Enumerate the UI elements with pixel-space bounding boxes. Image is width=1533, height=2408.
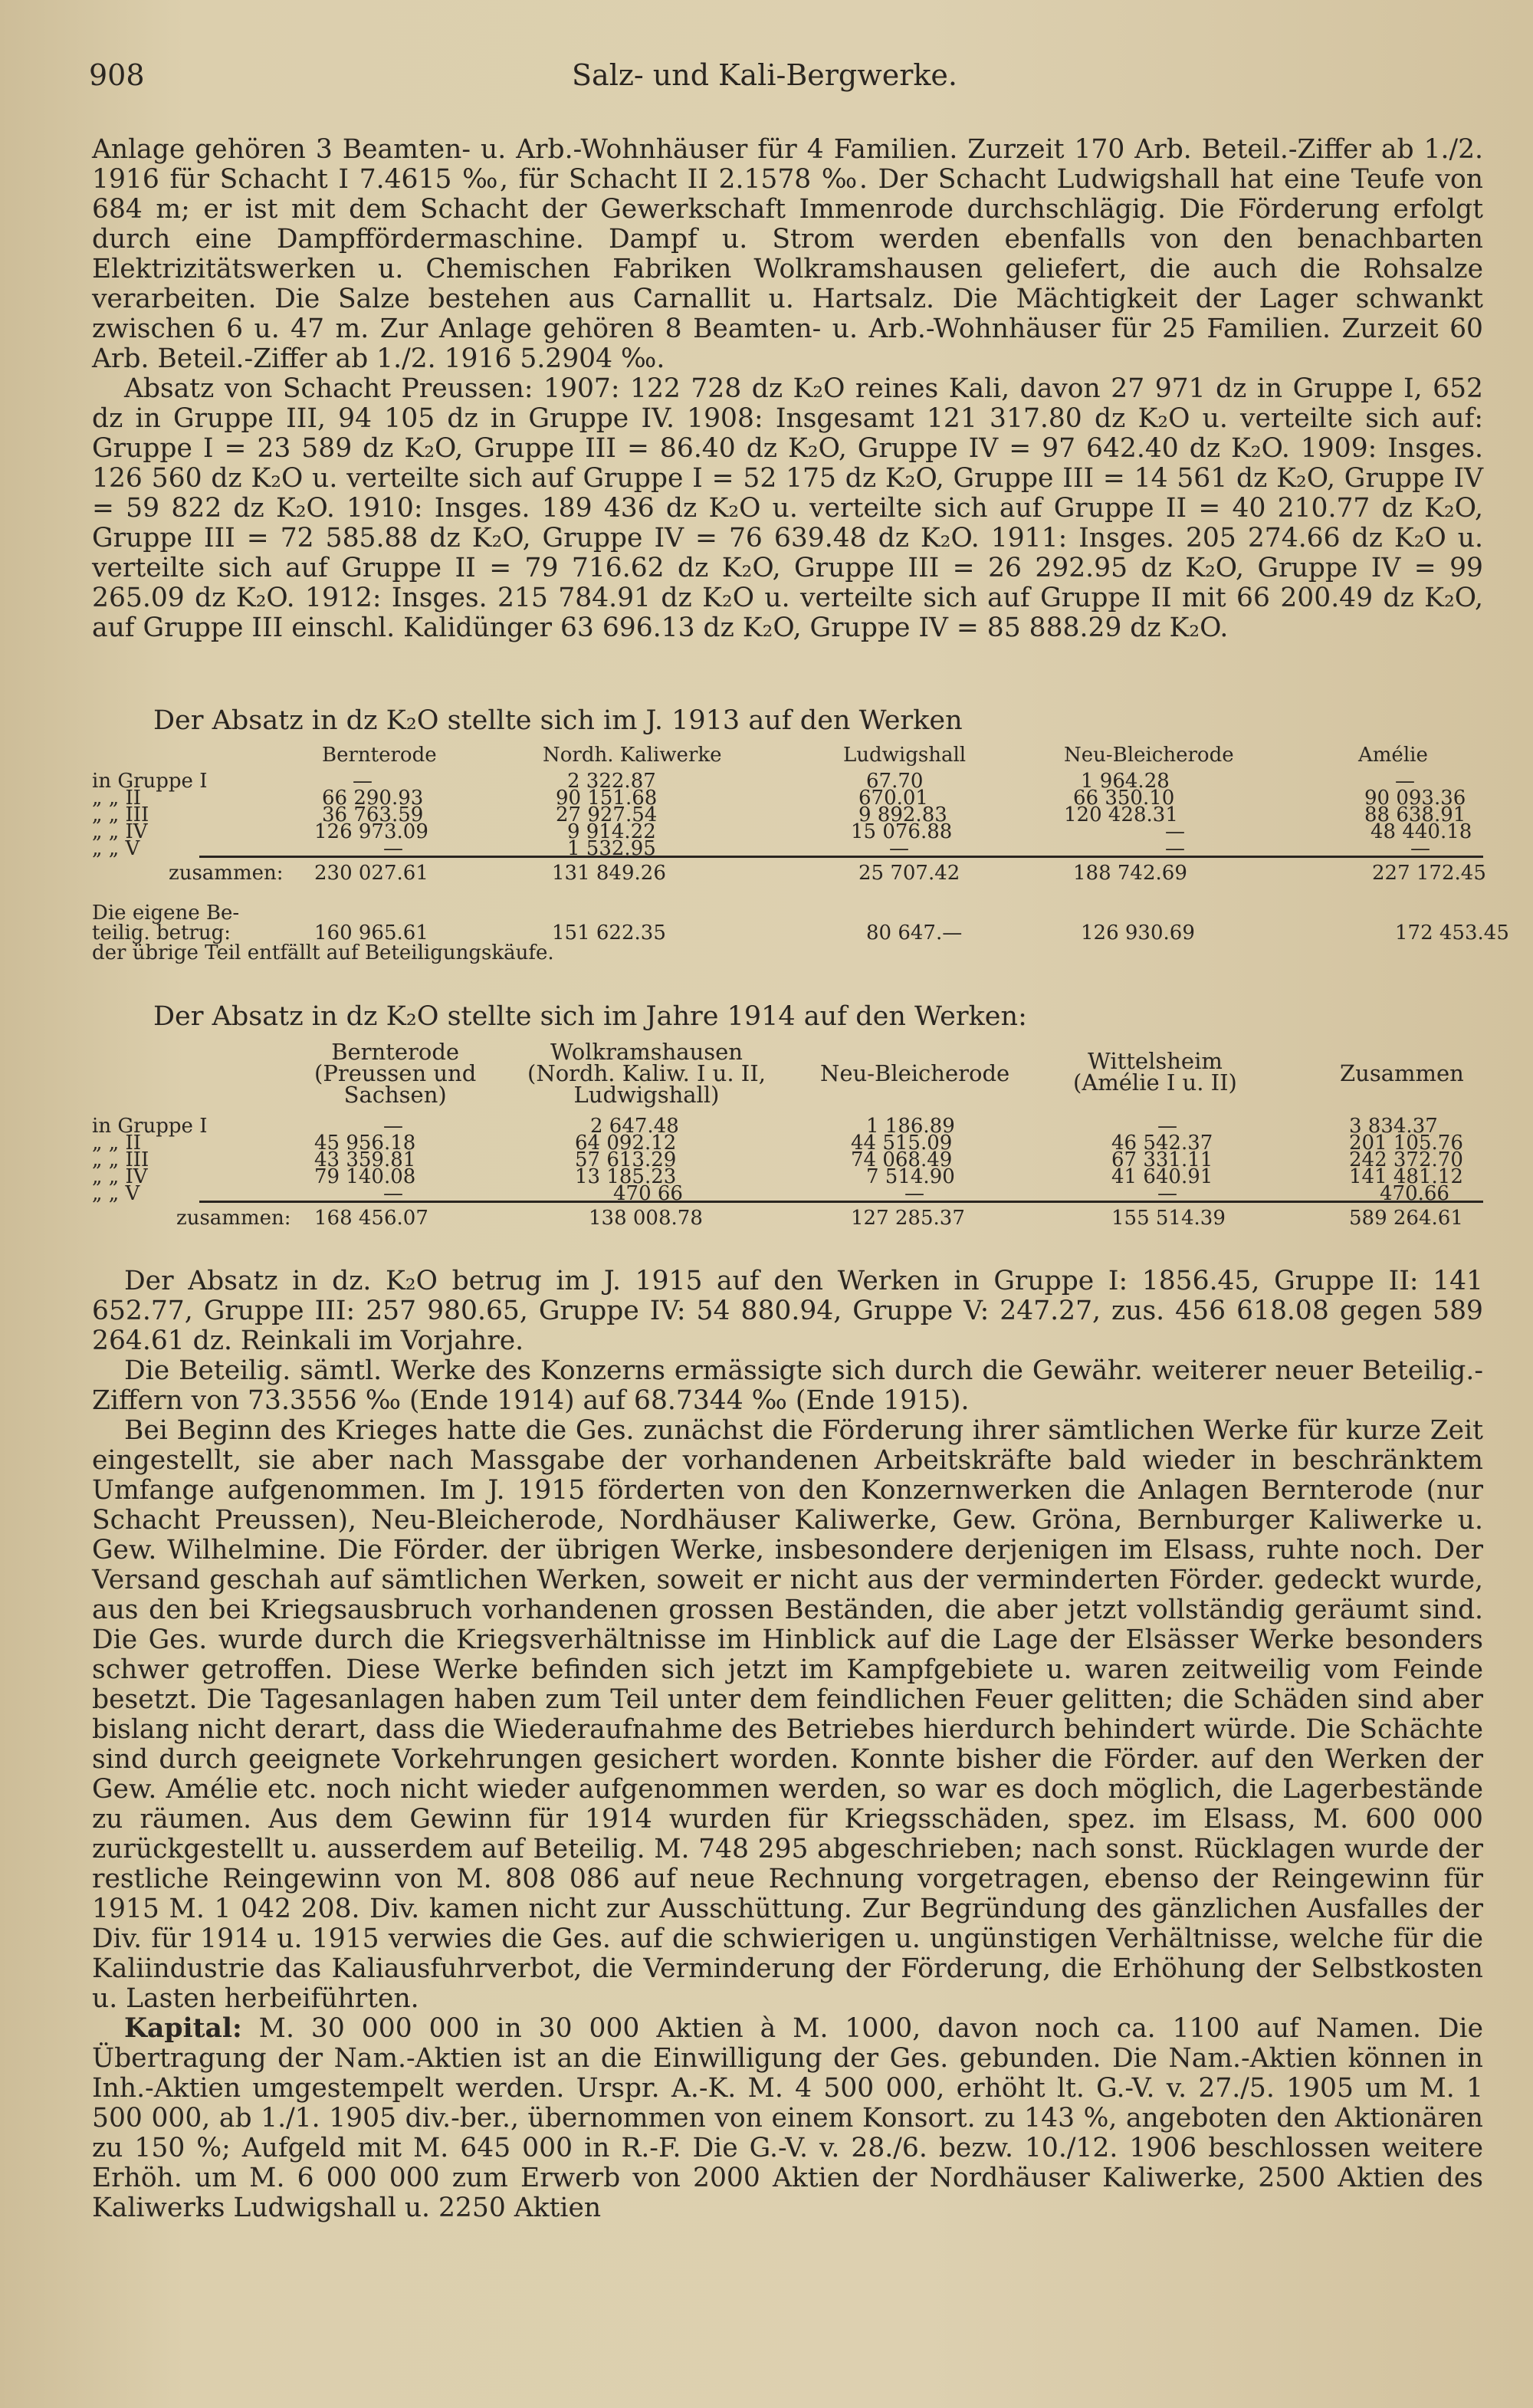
cell: — bbox=[383, 1182, 403, 1205]
cell: — bbox=[1157, 1182, 1177, 1205]
column-header: Neu-Bleicherode bbox=[820, 1060, 1010, 1086]
table-row bbox=[92, 820, 1483, 843]
cell: 64 092.12 bbox=[575, 1132, 677, 1155]
cell: — bbox=[1410, 837, 1430, 860]
page-number: 908 bbox=[89, 58, 145, 92]
paragraph-absatz-preussen: Absatz von Schacht Preussen: 1907: 122 728 dz K₂O reines Kali, davon 27 971 dz in Gruppe I, 652 dz in Gruppe III, 94 105 dz in Gruppe IV. 1908: Insgesamt 121 317.80 dz K₂O u. verteilte sich auf: Gruppe I = 23 589 dz K₂O, Gruppe III = 86.40 dz K₂O, Gruppe IV = 97 642.40 dz K₂O. 1909: Insges. 126 560 dz K₂O u. verteilte sich auf Gruppe I = 52 175 dz K₂O, Gruppe III = 14 561 dz K₂O, Gruppe IV = 59 822 dz K₂O. 1910: Insges. 189 436 dz K₂O u. verteilte sich auf Gruppe II = 40 210.77 dz K₂O, Gruppe III = 72 585.88 dz K₂O, Gruppe IV = 76 639.48 dz K₂O. 1911: Insges. 205 274.66 dz K₂O u. verteilte sich auf Gruppe II = 79 716.62 dz K₂O, Gruppe III = 26 292.95 dz K₂O, Gruppe IV = 99 265.09 dz K₂O. 1912: Insges. 215 784.91 dz K₂O u. verteilte sich auf Gruppe II mit 66 200.49 dz K₂O, auf Gruppe III einschl. Kalidünger 63 696.13 dz K₂O, Gruppe IV = 85 888.29 dz K₂O. bbox=[92, 373, 1483, 643]
cell: 44 515.09 bbox=[851, 1132, 953, 1155]
cell: 2 322.87 bbox=[567, 770, 656, 793]
cell: 155 514.39 bbox=[1111, 1207, 1226, 1230]
cell: — bbox=[383, 837, 403, 860]
cell: 66 290.93 bbox=[322, 787, 424, 810]
cell: 470 66 bbox=[613, 1182, 683, 1205]
cell: 1 964.28 bbox=[1081, 770, 1170, 793]
table-rule bbox=[199, 856, 1483, 858]
table-note-row bbox=[92, 941, 1483, 964]
row-label: „ „ III bbox=[92, 1148, 149, 1171]
cell: 201 105.76 bbox=[1349, 1132, 1463, 1155]
column-header: Wolkramshausen (Nordh. Kaliw. I u. II, Ludwigshall) bbox=[527, 1039, 766, 1108]
cell: 151 622.35 bbox=[552, 921, 666, 944]
table-row bbox=[92, 837, 1483, 860]
cell: — bbox=[904, 1182, 924, 1205]
cell: 90 151.68 bbox=[556, 787, 658, 810]
cell: 67 331.11 bbox=[1111, 1148, 1213, 1171]
cell: 9 914.22 bbox=[567, 820, 656, 843]
column-header: Bernterode (Preussen und Sachsen) bbox=[314, 1039, 477, 1108]
table-row bbox=[92, 787, 1483, 810]
cell: 172 453.45 bbox=[1395, 921, 1509, 944]
cell: 227 172.45 bbox=[1372, 862, 1486, 885]
text-block-bottom bbox=[92, 1266, 1483, 2223]
cell: — bbox=[1157, 1115, 1177, 1138]
table-row bbox=[92, 1165, 1483, 1188]
row-label: „ „ V bbox=[92, 837, 140, 860]
cell: 46 542.37 bbox=[1111, 1132, 1213, 1155]
table-header-row bbox=[92, 744, 1483, 770]
cell: 242 372.70 bbox=[1349, 1148, 1463, 1171]
cell: 66 350.10 bbox=[1073, 787, 1175, 810]
row-label: „ „ II bbox=[92, 787, 142, 810]
cell: 470.66 bbox=[1380, 1182, 1449, 1205]
cell: — bbox=[889, 837, 909, 860]
cell: 120 428.31 bbox=[1064, 803, 1178, 826]
column-header: Bernterode bbox=[322, 744, 437, 767]
cell: 2 647.48 bbox=[590, 1115, 679, 1138]
kapital-label: Kapital: bbox=[124, 2013, 242, 2044]
cell: 79 140.08 bbox=[314, 1165, 416, 1188]
own-share-label-row bbox=[92, 902, 1483, 925]
table-row bbox=[92, 1115, 1483, 1138]
table-row bbox=[92, 1148, 1483, 1171]
caption-1913: Der Absatz in dz K₂O stellte sich im J. 1913 auf den Werken bbox=[153, 705, 963, 736]
column-header: Ludwigshall bbox=[843, 744, 967, 767]
table-rule bbox=[199, 1201, 1483, 1203]
cell: — bbox=[353, 770, 373, 793]
row-label: „ „ V bbox=[92, 1182, 140, 1205]
kapital-text: M. 30 000 000 in 30 000 Aktien à M. 1000, davon noch ca. 1100 auf Namen. Die Übertragung der Nam.-Aktien ist an die Einwilligung der Ges. gebunden. Die Nam.-Aktien können in Inh.-Aktien umgestempelt werden. Urspr. A.-K. M. 4 500 000, erhöht lt. G.-V. v. 27./5. 1905 um M. 1 500 000, ab 1./1. 1905 div.-ber., übernommen von einem Konsort. zu 143 %, angeboten den Aktionären zu 150 %; Aufgeld mit M. 645 000 in R.-F. Die G.-V. v. 28./6. bezw. 10./12. 1906 beschlossen weitere Erhöh. um M. 6 000 000 zum Erwerb von 2000 Aktien der Nordhäuser Kaliwerke, 2500 Aktien des Kaliwerks Ludwigshall u. 2250 Aktien bbox=[92, 2013, 1484, 2223]
row-label: „ „ IV bbox=[92, 1165, 148, 1188]
row-label: „ „ III bbox=[92, 803, 149, 826]
cell: 230 027.61 bbox=[314, 862, 428, 885]
table-header-row bbox=[92, 1041, 1483, 1115]
cell: 1 186.89 bbox=[866, 1115, 955, 1138]
cell: — bbox=[1165, 837, 1185, 860]
row-label: in Gruppe I bbox=[92, 1115, 208, 1138]
table-note: der übrige Teil entfällt auf Beteiligungskäufe. bbox=[92, 941, 554, 964]
cell: 7 514.90 bbox=[866, 1165, 955, 1188]
column-header: Amélie bbox=[1358, 744, 1428, 767]
table-row bbox=[92, 770, 1483, 793]
running-title: Salz- und Kali-Bergwerke. bbox=[572, 58, 957, 92]
cell: 15 076.88 bbox=[851, 820, 953, 843]
cell: 25 707.42 bbox=[858, 862, 960, 885]
text-block-top bbox=[92, 135, 1483, 643]
cell: 13 185.23 bbox=[575, 1165, 677, 1188]
cell: — bbox=[1165, 820, 1185, 843]
cell: 67.70 bbox=[866, 770, 924, 793]
cell: — bbox=[383, 1115, 403, 1138]
table-row bbox=[92, 1132, 1483, 1155]
table-1914 bbox=[92, 1041, 1483, 1230]
row-label: Die eigene Be- bbox=[92, 902, 240, 925]
cell: 670.01 bbox=[858, 787, 928, 810]
cell: 88 638.91 bbox=[1364, 803, 1466, 826]
column-header: Zusammen bbox=[1340, 1060, 1464, 1086]
cell: 138 008.78 bbox=[589, 1207, 703, 1230]
row-label: zusammen: bbox=[176, 1207, 291, 1230]
paragraph-kapital bbox=[92, 2014, 1483, 2223]
cell: 160 965.61 bbox=[314, 921, 428, 944]
cell: 589 264.61 bbox=[1349, 1207, 1463, 1230]
cell: 168 456.07 bbox=[314, 1207, 428, 1230]
cell: 45 956.18 bbox=[314, 1132, 416, 1155]
column-header: Nordh. Kaliwerke bbox=[543, 744, 722, 767]
cell: 36 763.59 bbox=[322, 803, 424, 826]
cell: 41 640.91 bbox=[1111, 1165, 1213, 1188]
table-row bbox=[92, 1182, 1483, 1205]
cell: 74 068.49 bbox=[851, 1148, 953, 1171]
cell: 57 613.29 bbox=[575, 1148, 677, 1171]
cell: 27 927.54 bbox=[556, 803, 658, 826]
cell: 126 930.69 bbox=[1081, 921, 1195, 944]
cell: 9 892.83 bbox=[858, 803, 947, 826]
cell: 3 834.37 bbox=[1349, 1115, 1438, 1138]
table-1913 bbox=[92, 744, 1509, 964]
caption-1914: Der Absatz in dz K₂O stellte sich im Jahre 1914 auf den Werken: bbox=[153, 1001, 1027, 1032]
table-total-row bbox=[92, 1207, 1483, 1230]
paragraph-absatz-1915: Der Absatz in dz. K₂O betrug im J. 1915 auf den Werken in Gruppe I: 1856.45, Gruppe II: 141 652.77, Gruppe III: 257 980.65, Gruppe IV: 54 880.94, Gruppe V: 247.27, zus. 456 618.08 gegen 589 264.61 dz. Reinkali im Vorjahre. bbox=[92, 1266, 1483, 1356]
cell: 1 532.95 bbox=[567, 837, 656, 860]
row-label: zusammen: bbox=[169, 862, 284, 885]
column-header: Wittelsheim (Amélie I u. II) bbox=[1073, 1048, 1237, 1096]
paragraph-beteiligung: Die Beteilig. sämtl. Werke des Konzerns ermässigte sich durch die Gewähr. weiterer neuer Beteilig.-Ziffern von 73.3556 ‰ (Ende 1914) auf 68.7344 ‰ (Ende 1915). bbox=[92, 1355, 1483, 1416]
cell: 48 440.18 bbox=[1371, 820, 1472, 843]
row-label: „ „ II bbox=[92, 1132, 142, 1155]
row-label: in Gruppe I bbox=[92, 770, 208, 793]
table-row bbox=[92, 803, 1483, 826]
table-total-row bbox=[92, 862, 1486, 902]
paragraph-krieg: Bei Beginn des Krieges hatte die Ges. zunächst die Förderung ihrer sämtlichen Werke für kurze Zeit eingestellt, sie aber nach Massgabe der vorhandenen Arbeitskräfte bald wieder in beschränktem Umfange aufgenommen. Im J. 1915 förderten von den Konzernwerken die Anlagen Bernterode (nur Schacht Preussen), Neu-Bleicherode, Nordhäuser Kaliwerke, Gew. Gröna, Bernburger Kaliwerke u. Gew. Wilhelmine. Die Förder. der übrigen Werke, insbesondere derjenigen im Elsass, ruhte noch. Der Versand geschah auf sämtlichen Werken, soweit er nicht aus der verminderten Förder. gedeckt wurde, aus den bei Kriegsausbruch vorhandenen grossen Beständen, die aber jetzt vollständig geräumt sind. Die Ges. wurde durch die Kriegsverhältnisse im Hinblick auf die Lage der Elsässer Werke besonders schwer getroffen. Diese Werke befinden sich jetzt im Kampfgebiete u. waren zeitweilig vom Feinde besetzt. Die Tagesanlagen haben zum Teil unter dem feindlichen Feuer gelitten; die Schäden sind aber bislang nicht derart, dass die Wiederaufnahme des Betriebes hierdurch behindert würde. Die Schächte sind durch geeignete Vorkehrungen gesichert worden. Konnte bisher die Förder. auf den Werken der Gew. Amélie etc. noch nicht wieder aufgenommen werden, so war es doch möglich, die Lagerbestände zu räumen. Aus dem Gewinn für 1914 wurden für Kriegsschäden, spez. im Elsass, M. 600 000 zurückgestellt u. ausserdem auf Beteilig. M. 748 295 abgeschrieben; nach sonst. Rücklagen wurde der restliche Reingewinn von M. 808 086 auf neue Rechnung vorgetragen, ebenso der Reingewinn für 1915 M. 1 042 208. Div. kamen nicht zur Ausschüttung. Zur Begründung des gänzlichen Ausfalles der Div. für 1914 u. 1915 verwies die Ges. auf die schwierigen u. ungünstigen Verhältnisse, welche für die Kaliindustrie das Kaliausfuhrverbot, die Verminderung der Förderung, die Erhöhung der Selbstkosten u. Lasten herbeiführten. bbox=[92, 1415, 1483, 2014]
cell: 80 647.— bbox=[866, 921, 963, 944]
cell: 141 481.12 bbox=[1349, 1165, 1463, 1188]
cell: 43 359.81 bbox=[314, 1148, 416, 1171]
cell: 131 849.26 bbox=[552, 862, 666, 885]
cell: 90 093.36 bbox=[1364, 787, 1466, 810]
row-label: „ „ IV bbox=[92, 820, 148, 843]
paragraph-ludwigshall: Anlage gehören 3 Beamten- u. Arb.-Wohnhäuser für 4 Familien. Zurzeit 170 Arb. Beteil.-Ziffer ab 1./2. 1916 für Schacht I 7.4615 ‰, für Schacht II 2.1578 ‰. Der Schacht Ludwigshall hat eine Teufe von 684 m; er ist mit dem Schacht der Gewerkschaft Immenrode durchschlägig. Die Förderung erfolgt durch eine Dampffördermaschine. Dampf u. Strom werden ebenfalls von den benachbarten Elektrizitätswerken u. Chemischen Fabriken Wolkramshausen geliefert, die auch die Rohsalze verarbeiten. Die Salze bestehen aus Carnallit u. Hartsalz. Die Mächtigkeit der Lager schwankt zwischen 6 u. 47 m. Zur Anlage gehören 8 Beamten- u. Arb.-Wohnhäuser für 25 Familien. Zurzeit 60 Arb. Beteil.-Ziffer ab 1./2. 1916 5.2904 ‰. bbox=[92, 134, 1483, 374]
cell: 127 285.37 bbox=[851, 1207, 965, 1230]
cell: — bbox=[1395, 770, 1415, 793]
cell: 126 973.09 bbox=[314, 820, 428, 843]
page-header bbox=[89, 58, 1469, 104]
cell: 188 742.69 bbox=[1073, 862, 1187, 885]
row-label: teilig. betrug: bbox=[92, 921, 231, 944]
own-share-row bbox=[92, 921, 1509, 944]
column-header: Neu-Bleicherode bbox=[1064, 744, 1234, 767]
